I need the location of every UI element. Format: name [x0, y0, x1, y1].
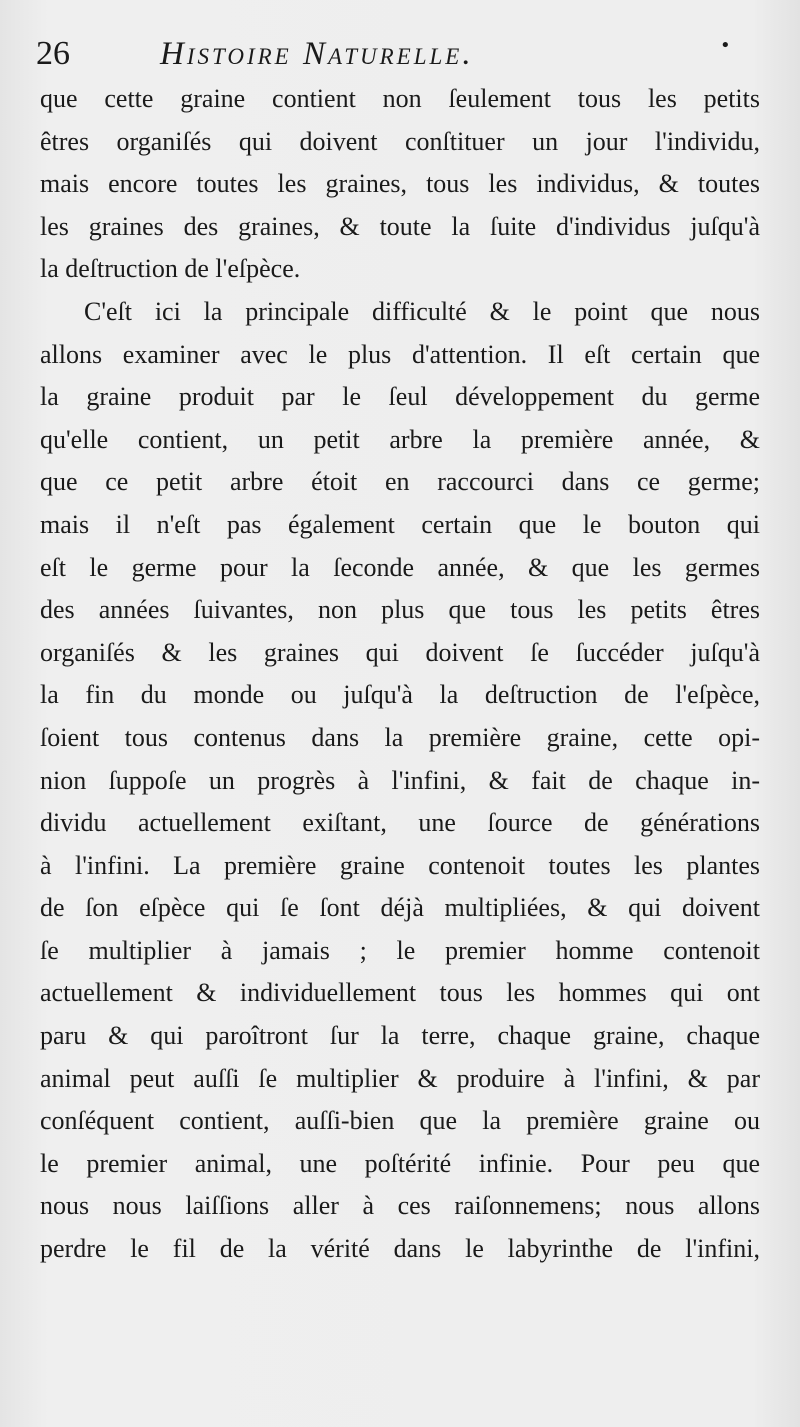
text-line: la fin du monde ou juſqu'à la deſtruction de l'eſpèce,	[40, 680, 760, 710]
text-line: paru & qui paroîtront ſur la terre, chaque graine, chaque	[40, 1021, 760, 1051]
text-line: que cette graine contient non ſeulement tous les petits	[40, 84, 760, 113]
text-line: animal peut auſſi ſe multiplier & produire à l'infini, & par	[40, 1063, 760, 1093]
printer-mark: •	[720, 35, 731, 56]
running-title: Histoire Naturelle.	[160, 36, 474, 72]
text-line: ſe multiplier à jamais ; le premier homme contenoit	[40, 935, 760, 965]
text-line: êtres organiſés qui doivent conſtituer un jour l'individu,	[40, 126, 760, 156]
text-line: la graine produit par le ſeul développement du germe	[40, 382, 760, 412]
text-line: mais encore toutes les graines, tous les individus, & toutes	[40, 169, 760, 199]
text-line: dividu actuellement exiſtant, une ſource de générations	[40, 808, 760, 838]
text-line: à l'infini. La première graine contenoit toutes les plantes	[40, 850, 760, 880]
text-line: perdre le fil de la vérité dans le labyrinthe de l'infini,	[40, 1234, 760, 1264]
text-line: des années ſuivantes, non plus que tous les petits êtres	[40, 595, 760, 625]
text-line: conſéquent contient, auſſi-bien que la première graine ou	[40, 1106, 760, 1136]
page-number: 26	[36, 35, 70, 72]
text-line: organiſés & les graines qui doivent ſe ſuccéder juſqu'à	[40, 637, 760, 667]
text-line: mais il n'eſt pas également certain que le bouton qui	[40, 509, 760, 539]
page-header	[36, 30, 766, 80]
text-line: le premier animal, une poſtérité infinie. Pour peu que	[40, 1148, 760, 1178]
text-line: de ſon eſpèce qui ſe ſont déjà multipliées, & qui doivent	[40, 893, 760, 923]
text-line: nous nous laiſſions aller à ces raiſonnemens; nous allons	[40, 1191, 760, 1221]
text-line: C'eſt ici la principale difficulté & le point que nous	[84, 296, 760, 326]
text-line: actuellement & individuellement tous les hommes qui ont	[40, 978, 760, 1008]
body-text	[40, 78, 760, 1271]
text-line: allons examiner avec le plus d'attention. Il eſt certain que	[40, 339, 760, 369]
text-line: que ce petit arbre étoit en raccourci dans ce germe;	[40, 467, 760, 497]
text-line: eſt le germe pour la ſeconde année, & que les germes	[40, 552, 760, 582]
text-line: nion ſuppoſe un progrès à l'infini, & fait de chaque in-	[40, 765, 760, 795]
text-line: qu'elle contient, un petit arbre la première année, &	[40, 424, 760, 454]
text-line: la deſtruction de l'eſpèce.	[40, 254, 301, 284]
text-line: ſoient tous contenus dans la première graine, cette opi-	[40, 722, 760, 752]
text-line: les graines des graines, & toute la ſuite d'individus juſqu'à	[40, 211, 760, 241]
